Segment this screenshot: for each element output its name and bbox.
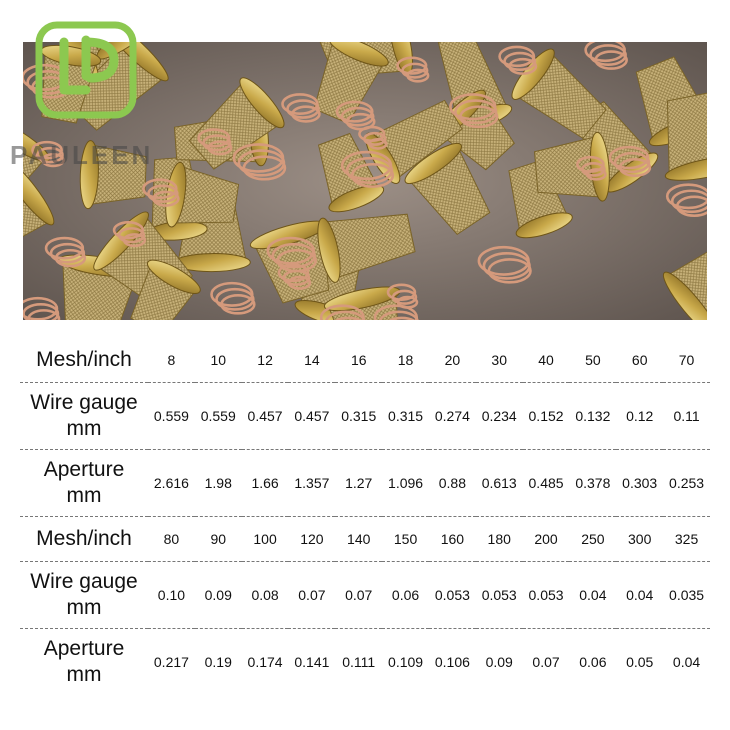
table-cell: 0.07 <box>335 562 382 629</box>
table-cell: 90 <box>195 517 242 562</box>
table-cell: 0.559 <box>195 383 242 450</box>
table-cell: 325 <box>663 517 710 562</box>
table-cell: 150 <box>382 517 429 562</box>
table-cell: 300 <box>616 517 663 562</box>
row-header-label: Mesh/inch <box>36 527 132 550</box>
row-header-unit: mm <box>66 663 102 686</box>
row-header <box>20 383 148 450</box>
table-cell: 0.09 <box>195 562 242 629</box>
table-cell: 0.08 <box>242 562 289 629</box>
table-cell: 200 <box>523 517 570 562</box>
table-cell: 20 <box>429 338 476 383</box>
mesh-per-inch-row <box>20 517 710 562</box>
table-cell: 0.109 <box>388 654 424 670</box>
table-cell: 0.09 <box>485 654 513 670</box>
table-cell: 2.616 <box>148 450 195 517</box>
row-header-label: Wire gauge <box>30 570 138 593</box>
row-header <box>20 629 148 696</box>
spec-table-body <box>20 338 710 695</box>
table-cell: 0.053 <box>476 562 523 629</box>
table-cell: 1.357 <box>288 450 335 517</box>
table-cell: 60 <box>616 338 663 383</box>
table-cell: 0.88 <box>429 450 476 517</box>
row-header-label: Aperture <box>43 637 125 660</box>
table-cell: 0.132 <box>569 383 616 450</box>
table-cell: 8 <box>148 338 195 383</box>
row-header-label: Aperture <box>43 458 125 481</box>
table-cell: 0.378 <box>569 450 616 517</box>
aperture-row <box>20 450 710 517</box>
row-header-unit: mm <box>66 484 102 507</box>
table-cell: 100 <box>242 517 289 562</box>
row-header <box>20 450 148 517</box>
table-cell: 0.141 <box>294 654 330 670</box>
table-cell: 0.274 <box>429 383 476 450</box>
table-cell: 1.66 <box>242 450 289 517</box>
table-cell: 0.111 <box>342 654 376 670</box>
logo-mark-icon <box>34 20 138 120</box>
table-cell: 0.315 <box>335 383 382 450</box>
table-cell: 0.06 <box>382 562 429 629</box>
table-cell: 0.315 <box>382 383 429 450</box>
row-header <box>20 517 148 562</box>
table-cell: 0.457 <box>288 383 335 450</box>
table-cell: 0.303 <box>616 450 663 517</box>
table-cell: 0.106 <box>434 654 470 670</box>
table-cell: 0.053 <box>523 562 570 629</box>
row-header <box>20 338 148 383</box>
table-cell: 0.04 <box>616 562 663 629</box>
table-cell: 160 <box>429 517 476 562</box>
table-cell: 0.217 <box>153 654 189 670</box>
table-cell: 0.06 <box>579 654 607 670</box>
table-cell: 40 <box>523 338 570 383</box>
table-cell: 0.613 <box>476 450 523 517</box>
table-cell: 0.11 <box>663 383 710 450</box>
table-cell: 0.05 <box>626 654 654 670</box>
table-cell: 14 <box>288 338 335 383</box>
table-cell: 0.04 <box>672 654 701 670</box>
table-cell: 1.98 <box>195 450 242 517</box>
row-header-unit: mm <box>66 417 102 440</box>
brand-logo <box>8 16 168 170</box>
table-cell: 0.035 <box>663 562 710 629</box>
table-cell: 120 <box>288 517 335 562</box>
brand-wordmark: PAULEEN <box>10 140 154 170</box>
table-cell: 0.07 <box>532 654 560 670</box>
table-cell: 180 <box>476 517 523 562</box>
mesh-per-inch-row <box>20 338 710 383</box>
table-cell: 250 <box>569 517 616 562</box>
table-cell: 140 <box>335 517 382 562</box>
table-cell: 10 <box>195 338 242 383</box>
aperture-row <box>20 629 710 696</box>
table-cell: 0.10 <box>148 562 195 629</box>
table-cell: 80 <box>148 517 195 562</box>
table-cell: 0.559 <box>148 383 195 450</box>
table-cell: 0.19 <box>204 654 232 670</box>
table-cell: 30 <box>476 338 523 383</box>
row-header <box>20 562 148 629</box>
table-cell: 0.234 <box>476 383 523 450</box>
table-cell: 50 <box>569 338 616 383</box>
row-header-label: Wire gauge <box>30 391 138 414</box>
wire-gauge-row <box>20 383 710 450</box>
table-cell: 0.12 <box>616 383 663 450</box>
table-cell: 0.174 <box>247 654 283 670</box>
table-cell: 0.04 <box>569 562 616 629</box>
mesh-spec-table <box>20 338 710 695</box>
table-cell: 18 <box>382 338 429 383</box>
row-header-unit: mm <box>66 596 102 619</box>
table-cell: 0.485 <box>523 450 570 517</box>
table-cell: 1.27 <box>335 450 382 517</box>
table-cell: 70 <box>663 338 710 383</box>
wire-gauge-row <box>20 562 710 629</box>
table-cell: 12 <box>242 338 289 383</box>
table-cell: 1.096 <box>382 450 429 517</box>
row-header-label: Mesh/inch <box>36 348 132 371</box>
table-cell: 0.053 <box>429 562 476 629</box>
table-cell: 0.07 <box>288 562 335 629</box>
table-cell: 0.152 <box>523 383 570 450</box>
table-cell: 16 <box>335 338 382 383</box>
table-cell: 0.457 <box>242 383 289 450</box>
table-cell: 0.253 <box>663 450 710 517</box>
